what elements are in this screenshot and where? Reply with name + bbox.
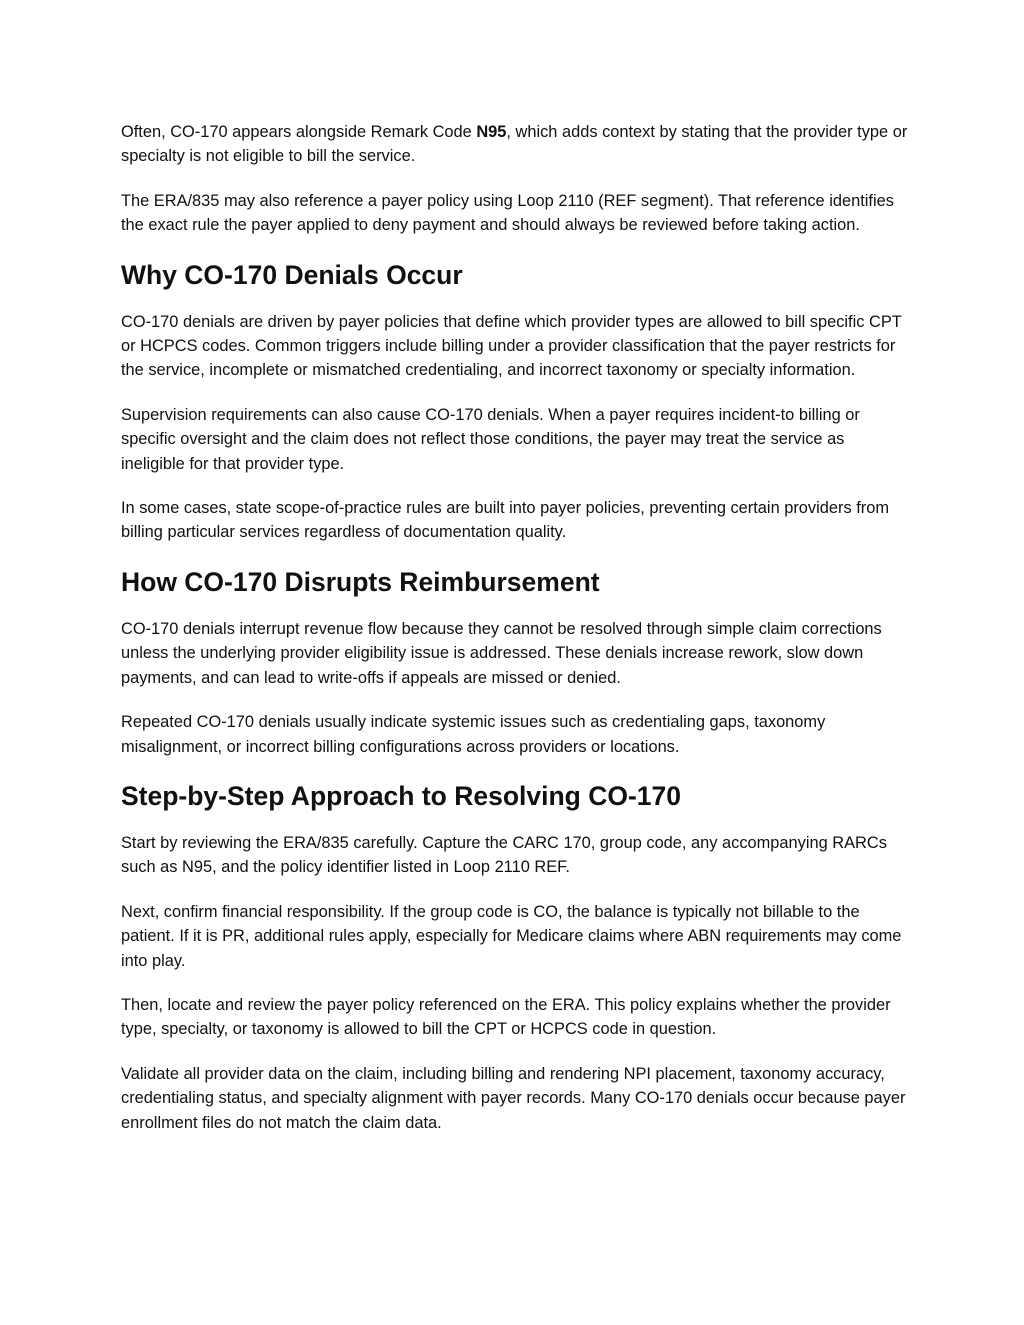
intro-paragraph-2: The ERA/835 may also reference a payer policy using Loop 2110 (REF segment). That reference identifies the exact rule the payer applied to deny payment and should always be reviewed before taking action.: [121, 191, 894, 235]
section-heading-steps: Step-by-Step Approach to Resolving CO-170: [121, 780, 682, 811]
steps-paragraph-4: Validate all provider data on the claim, including billing and rendering NPI placement, taxonomy accuracy, credentialing status, and specialty alignment with payer records. Many CO-170 denials occur because payer enrollment files do not match the claim data.: [121, 1064, 906, 1132]
why-paragraph-3: In some cases, state scope-of-practice rules are built into payer policies, preventing certain providers from billing particular services regardless of documentation quality.: [121, 499, 889, 542]
why-paragraph-1: CO-170 denials are driven by payer policies that define which provider types are allowed to bill specific CPT or HCPCS codes. Common triggers include billing under a provider classification that the payer restricts for the service, incomplete or mismatched credentialing, and incorrect taxonomy or specialty information.: [121, 312, 902, 380]
intro-text-after: , which adds context by stating that the provider type or specialty is not eligible to bill the service.: [121, 123, 908, 166]
why-paragraph-2: Supervision requirements can also cause CO-170 denials. When a payer requires incident-to billing or specific oversight and the claim does not reflect those conditions, the payer may treat the service as ineligible for that provider type.: [121, 405, 860, 473]
how-paragraph-1: CO-170 denials interrupt revenue flow because they cannot be resolved through simple claim corrections unless the underlying provider eligibility issue is addressed. These denials increase rework, slow down payments, and can lead to write-offs if appeals are missed or denied.: [121, 619, 882, 687]
steps-paragraph-1: Start by reviewing the ERA/835 carefully. Capture the CARC 170, group code, any accompanying RARCs such as N95, and the policy identifier listed in Loop 2110 REF.: [121, 833, 887, 877]
section-heading-how: How CO-170 Disrupts Reimbursement: [121, 566, 600, 597]
how-paragraph-2: Repeated CO-170 denials usually indicate systemic issues such as credentialing gaps, taxonomy misalignment, or incorrect billing configurations across providers or locations.: [121, 713, 826, 756]
steps-paragraph-3: Then, locate and review the payer policy referenced on the ERA. This policy explains whether the provider type, specialty, or taxonomy is allowed to bill the CPT or HCPCS code in question.: [121, 995, 891, 1039]
document-page: [121, 120, 911, 1155]
remark-code-n95: N95: [476, 123, 507, 141]
intro-paragraph-1: [121, 120, 911, 169]
section-heading-why: Why CO-170 Denials Occur: [121, 259, 463, 290]
intro-text-before: Often, CO-170 appears alongside Remark Code: [121, 123, 477, 141]
steps-paragraph-2: Next, confirm financial responsibility. If the group code is CO, the balance is typically not billable to the patient. If it is PR, additional rules apply, especially for Medicare claims where ABN requirements may come into play.: [121, 902, 902, 970]
